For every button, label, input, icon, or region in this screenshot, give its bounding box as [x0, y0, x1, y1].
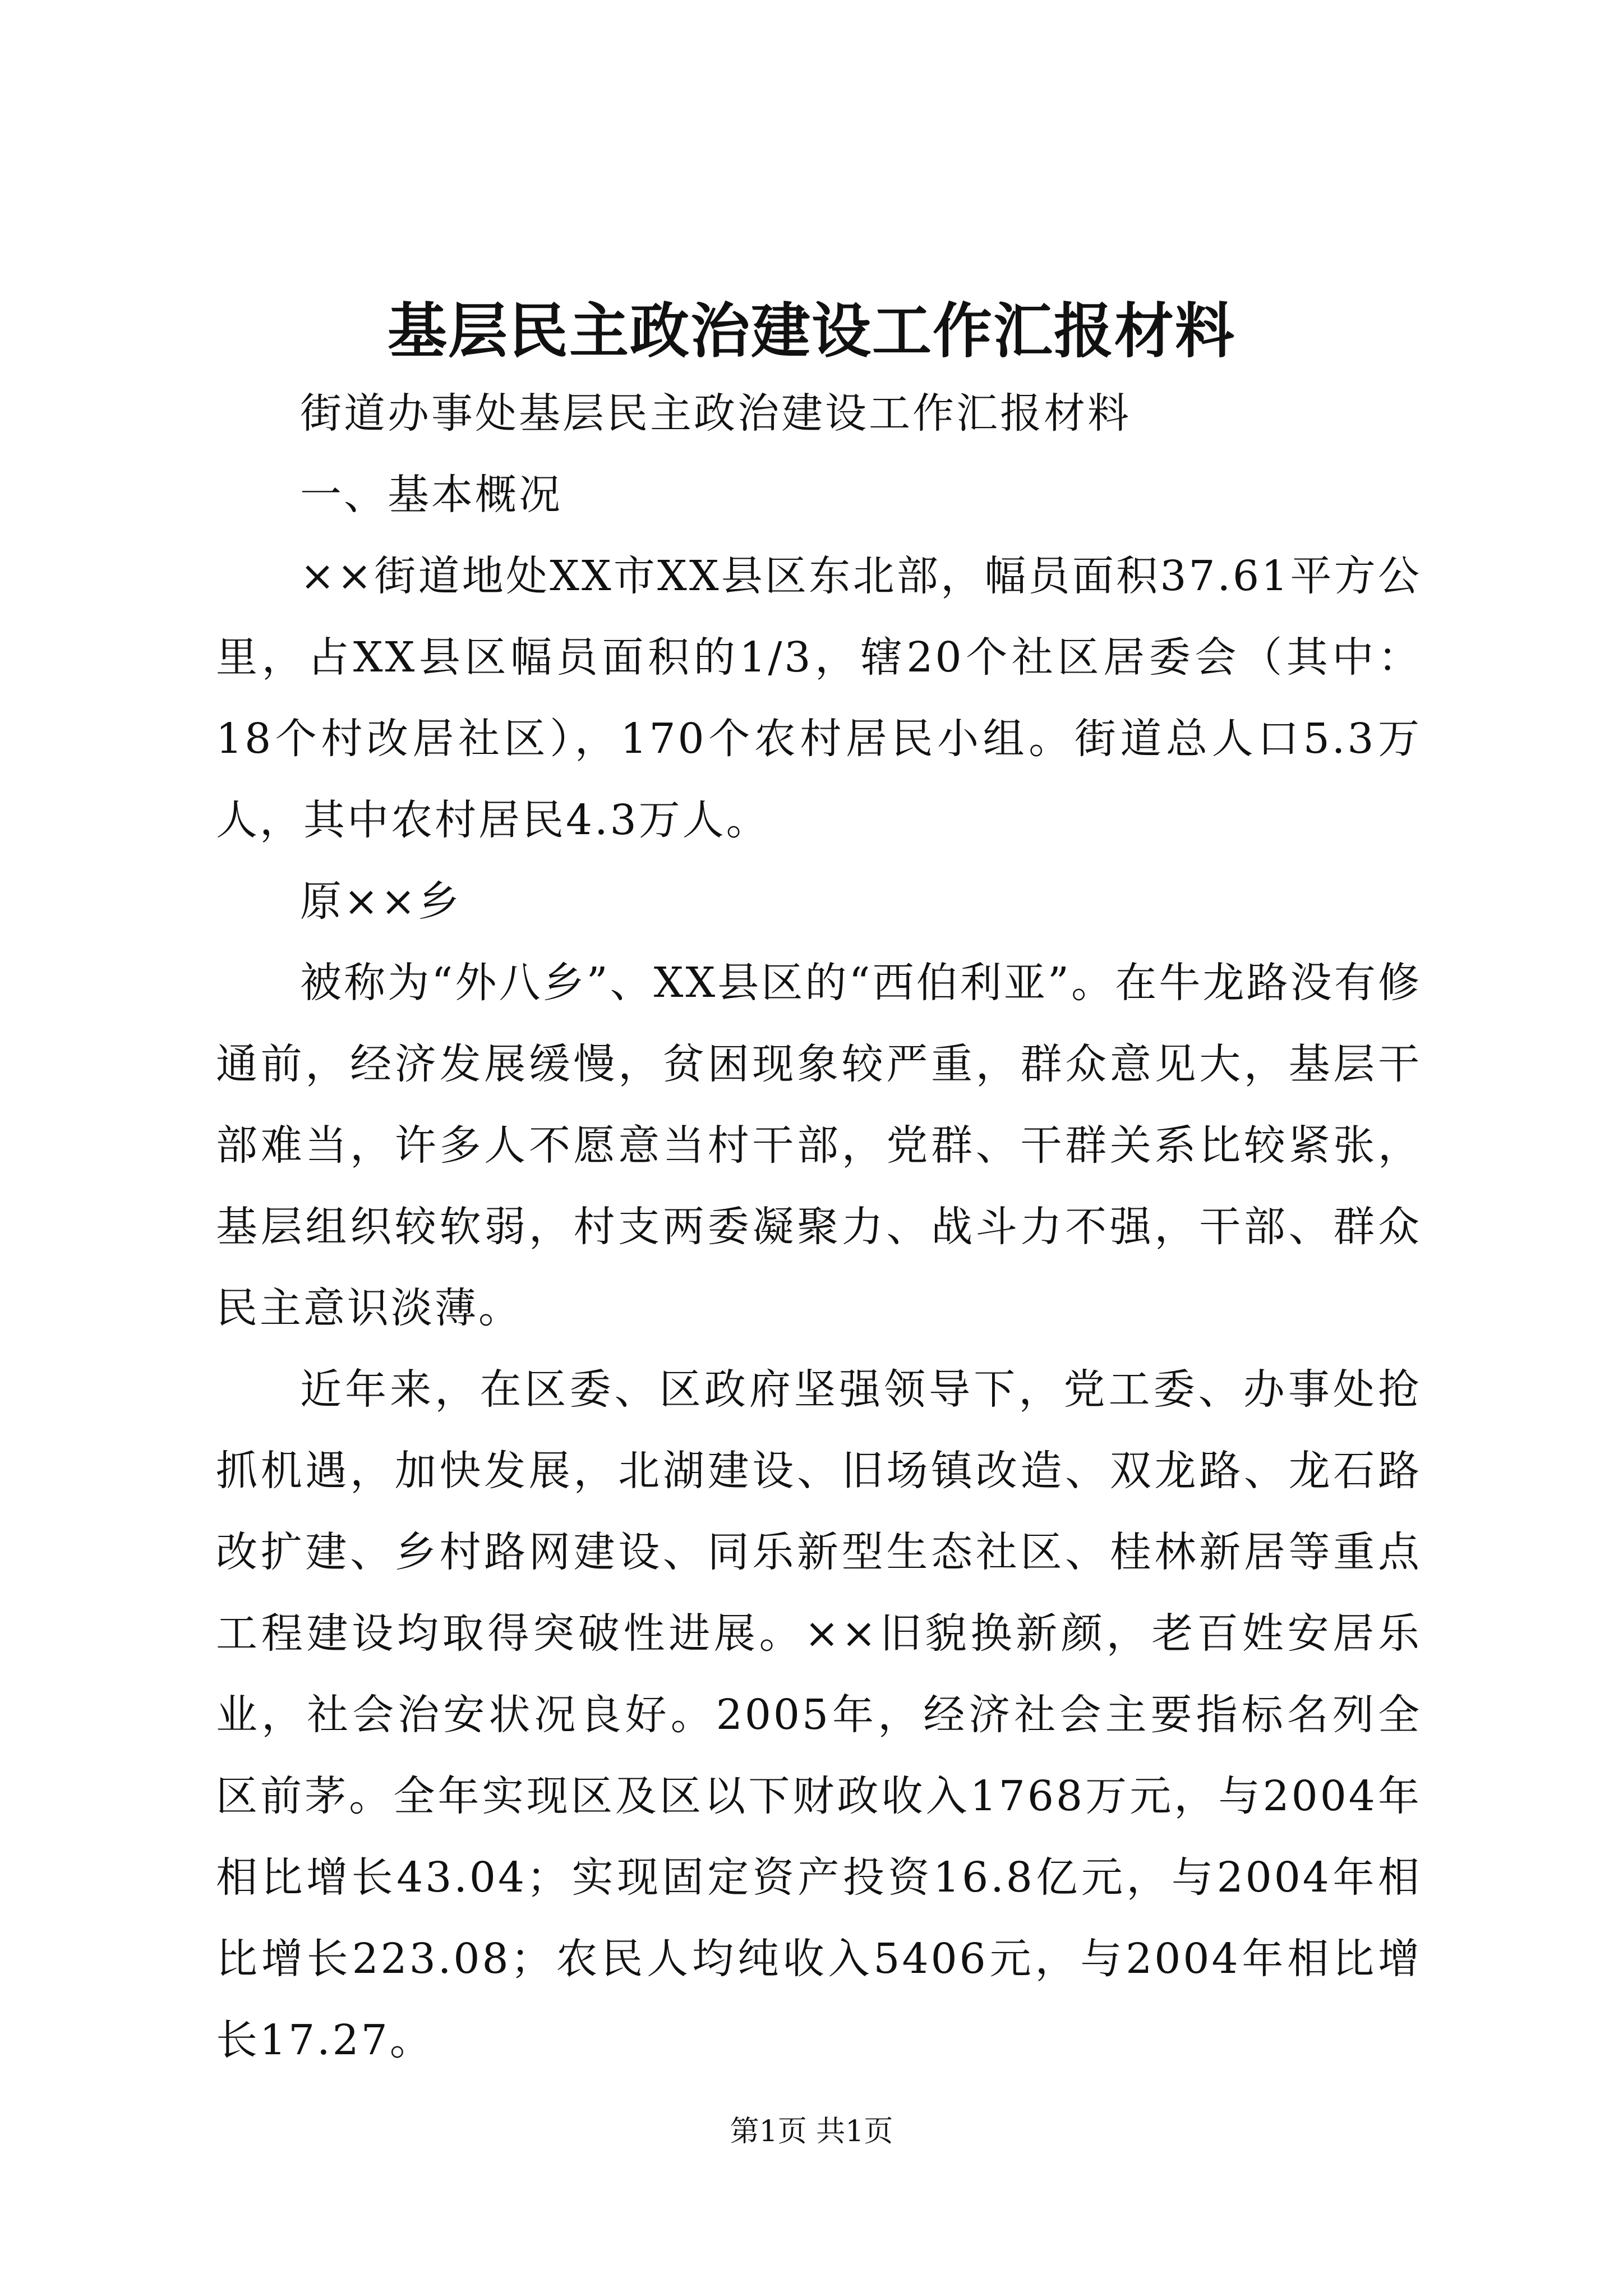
subtitle-paragraph: 街道办事处基层民主政治建设工作汇报材料 — [300, 389, 1131, 438]
body-paragraph: 原××乡 — [300, 877, 462, 926]
document-body — [216, 373, 1422, 2081]
document-title: 基层民主政治建设工作汇报材料 — [388, 296, 1235, 366]
body-paragraph: 近年来，在区委、区政府坚强领导下，党工委、办事处抢抓机遇，加快发展，北湖建设、旧场镇改造、双龙路、龙石路改扩建、乡村路网建设、同乐新型生态社区、桂林新居等重点工程建设均取得突破性进展。××旧貌换新颜，老百姓安居乐业，社会治安状况良好。2005年，经济社会主要指标名列全区前茅。全年实现区及区以下财政收入1768万元，与2004年相比增长43.04；实现固定资产投资16.8亿元，与2004年相比增长223.08；农民人均纯收入5406元，与2004年相比增长17.27。 — [216, 1365, 1422, 2064]
page-footer: 第1页 共1页 — [730, 2115, 893, 2148]
section-heading: 一、基本概况 — [300, 471, 562, 519]
body-paragraph: ××街道地处XX市XX县区东北部，幅员面积37.61平方公里，占XX县区幅员面积的1/3，辖20个社区居委会（其中：18个村改居社区），170个农村居民小组。街道总人口5.3万人，其中农村居民4.3万人。 — [216, 552, 1422, 844]
body-paragraph: 被称为“外八乡”、XX县区的“西伯利亚”。在牛龙路没有修通前，经济发展缓慢，贫困现象较严重，群众意见大，基层干部难当，许多人不愿意当村干部，党群、干群关系比较紧张，基层组织较软弱，村支两委凝聚力、战斗力不强，干部、群众民主意识淡薄。 — [216, 959, 1422, 1332]
